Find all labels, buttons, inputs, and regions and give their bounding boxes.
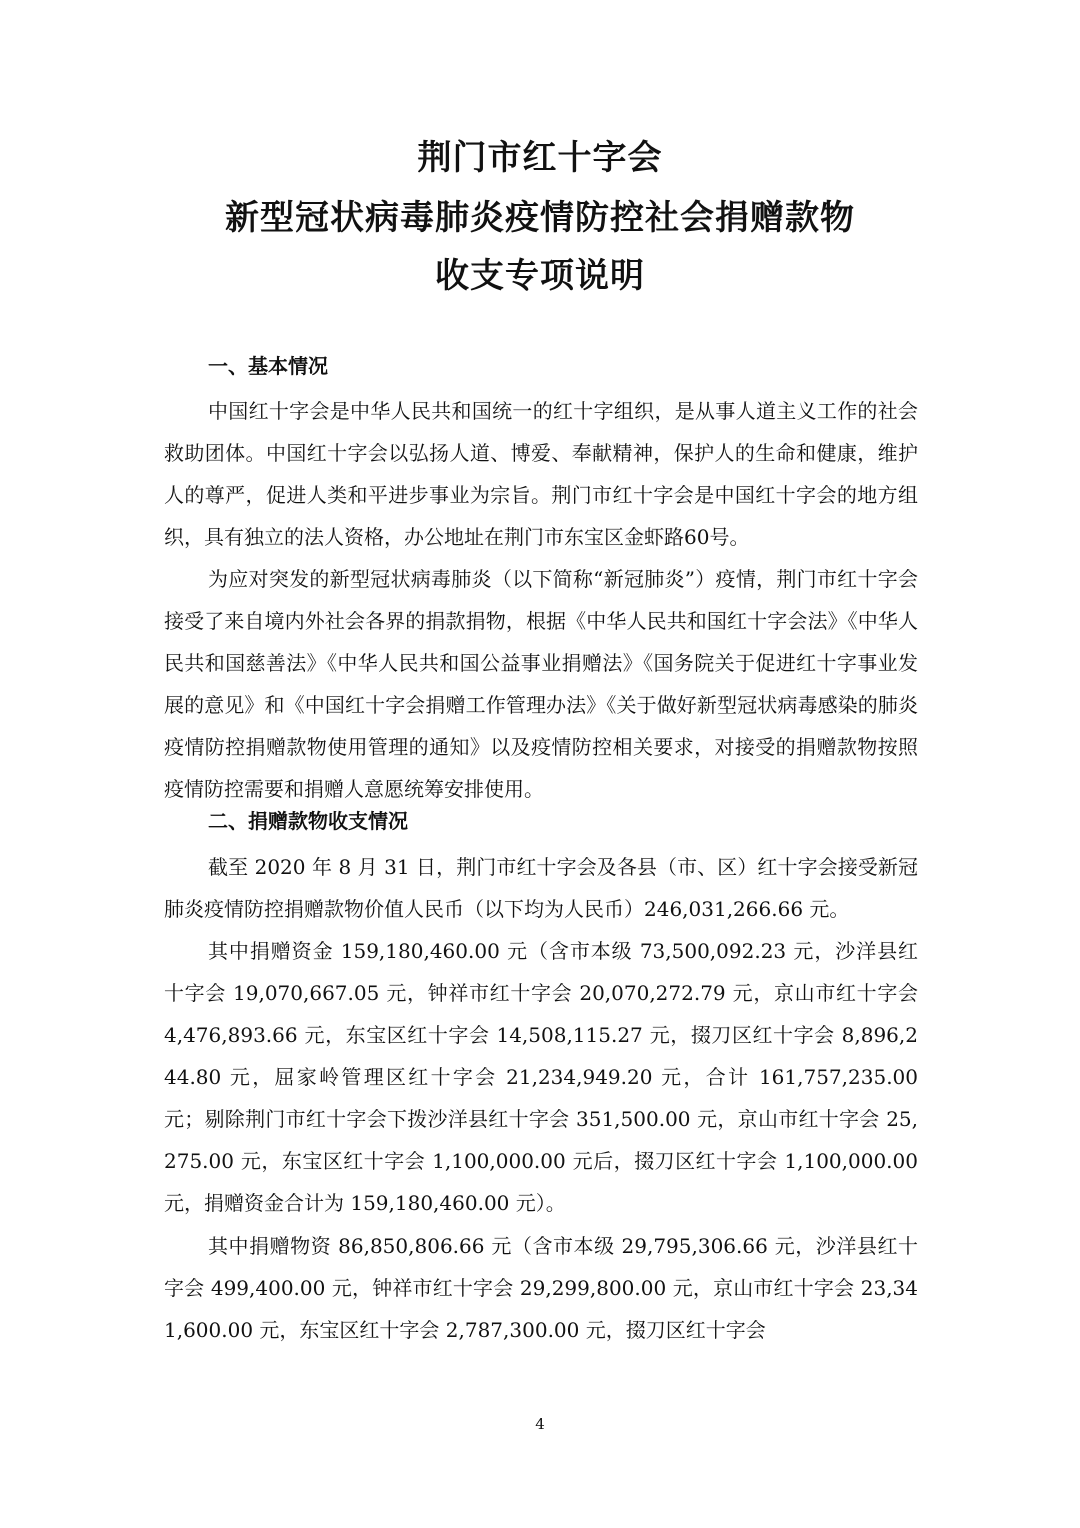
section-heading-basic-info: 一、基本情况 xyxy=(208,354,328,378)
paragraph-donations-materials: 其中捐赠物资 86,850,806.66 元（含市本级 29,795,306.66 元，沙洋县红十字会 499,400.00 元，钟祥市红十字会 29,299,800.00 元，京山市红十字会 23,341,600.00 元，东宝区红十字会 2,787,300.00 元，掇刀区红十字会 xyxy=(164,1234,918,1342)
document-title-line-2: 新型冠状病毒肺炎疫情防控社会捐赠款物 xyxy=(225,198,855,238)
document-title-line-1: 荆门市红十字会 xyxy=(417,138,663,178)
paragraph-donations-funds: 其中捐赠资金 159,180,460.00 元（含市本级 73,500,092.23 元，沙洋县红十字会 19,070,667.05 元，钟祥市红十字会 20,070,272.79 元，京山市红十字会 4,476,893.66 元，东宝区红十字会 14,508,115.27 元，掇刀区红十字会 8,896,244.80 元，屈家岭管理区红十字会 21,234,949.20 元，合计 161,757,235.00 元；剔除荆门市红十字会下拨沙洋县红十字会 351,500.00 元，京山市红十字会 25,275.00 元，东宝区红十字会 1,100,000.00 元后，掇刀区红十字会 1,100,000.00 元，捐赠资金合计为 159,180,460.00 元）。 xyxy=(164,939,918,1215)
section-heading-donations: 二、捐赠款物收支情况 xyxy=(208,809,408,833)
paragraph-donations-total: 截至 2020 年 8 月 31 日，荆门市红十字会及各县（市、区）红十字会接受新冠肺炎疫情防控捐赠款物价值人民币（以下均为人民币）246,031,266.66 元。 xyxy=(164,855,918,921)
paragraph-basic-info-1: 中国红十字会是中华人民共和国统一的红十字组织，是从事人道主义工作的社会救助团体。中国红十字会以弘扬人道、博爱、奉献精神，保护人的生命和健康，维护人的尊严，促进人类和平进步事业为宗旨。荆门市红十字会是中国红十字会的地方组织，具有独立的法人资格，办公地址在荆门市东宝区金虾路60号。 xyxy=(164,399,918,549)
paragraph-basic-info-2: 为应对突发的新型冠状病毒肺炎（以下简称“新冠肺炎”）疫情，荆门市红十字会接受了来自境内外社会各界的捐款捐物，根据《中华人民共和国红十字会法》《中华人民共和国慈善法》《中华人民共和国公益事业捐赠法》《国务院关于促进红十字事业发展的意见》和《中国红十字会捐赠工作管理办法》《关于做好新型冠状病毒感染的肺炎疫情防控捐赠款物使用管理的通知》以及疫情防控相关要求，对接受的捐赠款物按照疫情防控需要和捐赠人意愿统筹安排使用。 xyxy=(164,567,918,801)
document-title-line-3: 收支专项说明 xyxy=(435,256,645,296)
page-number: 4 xyxy=(535,1415,545,1433)
